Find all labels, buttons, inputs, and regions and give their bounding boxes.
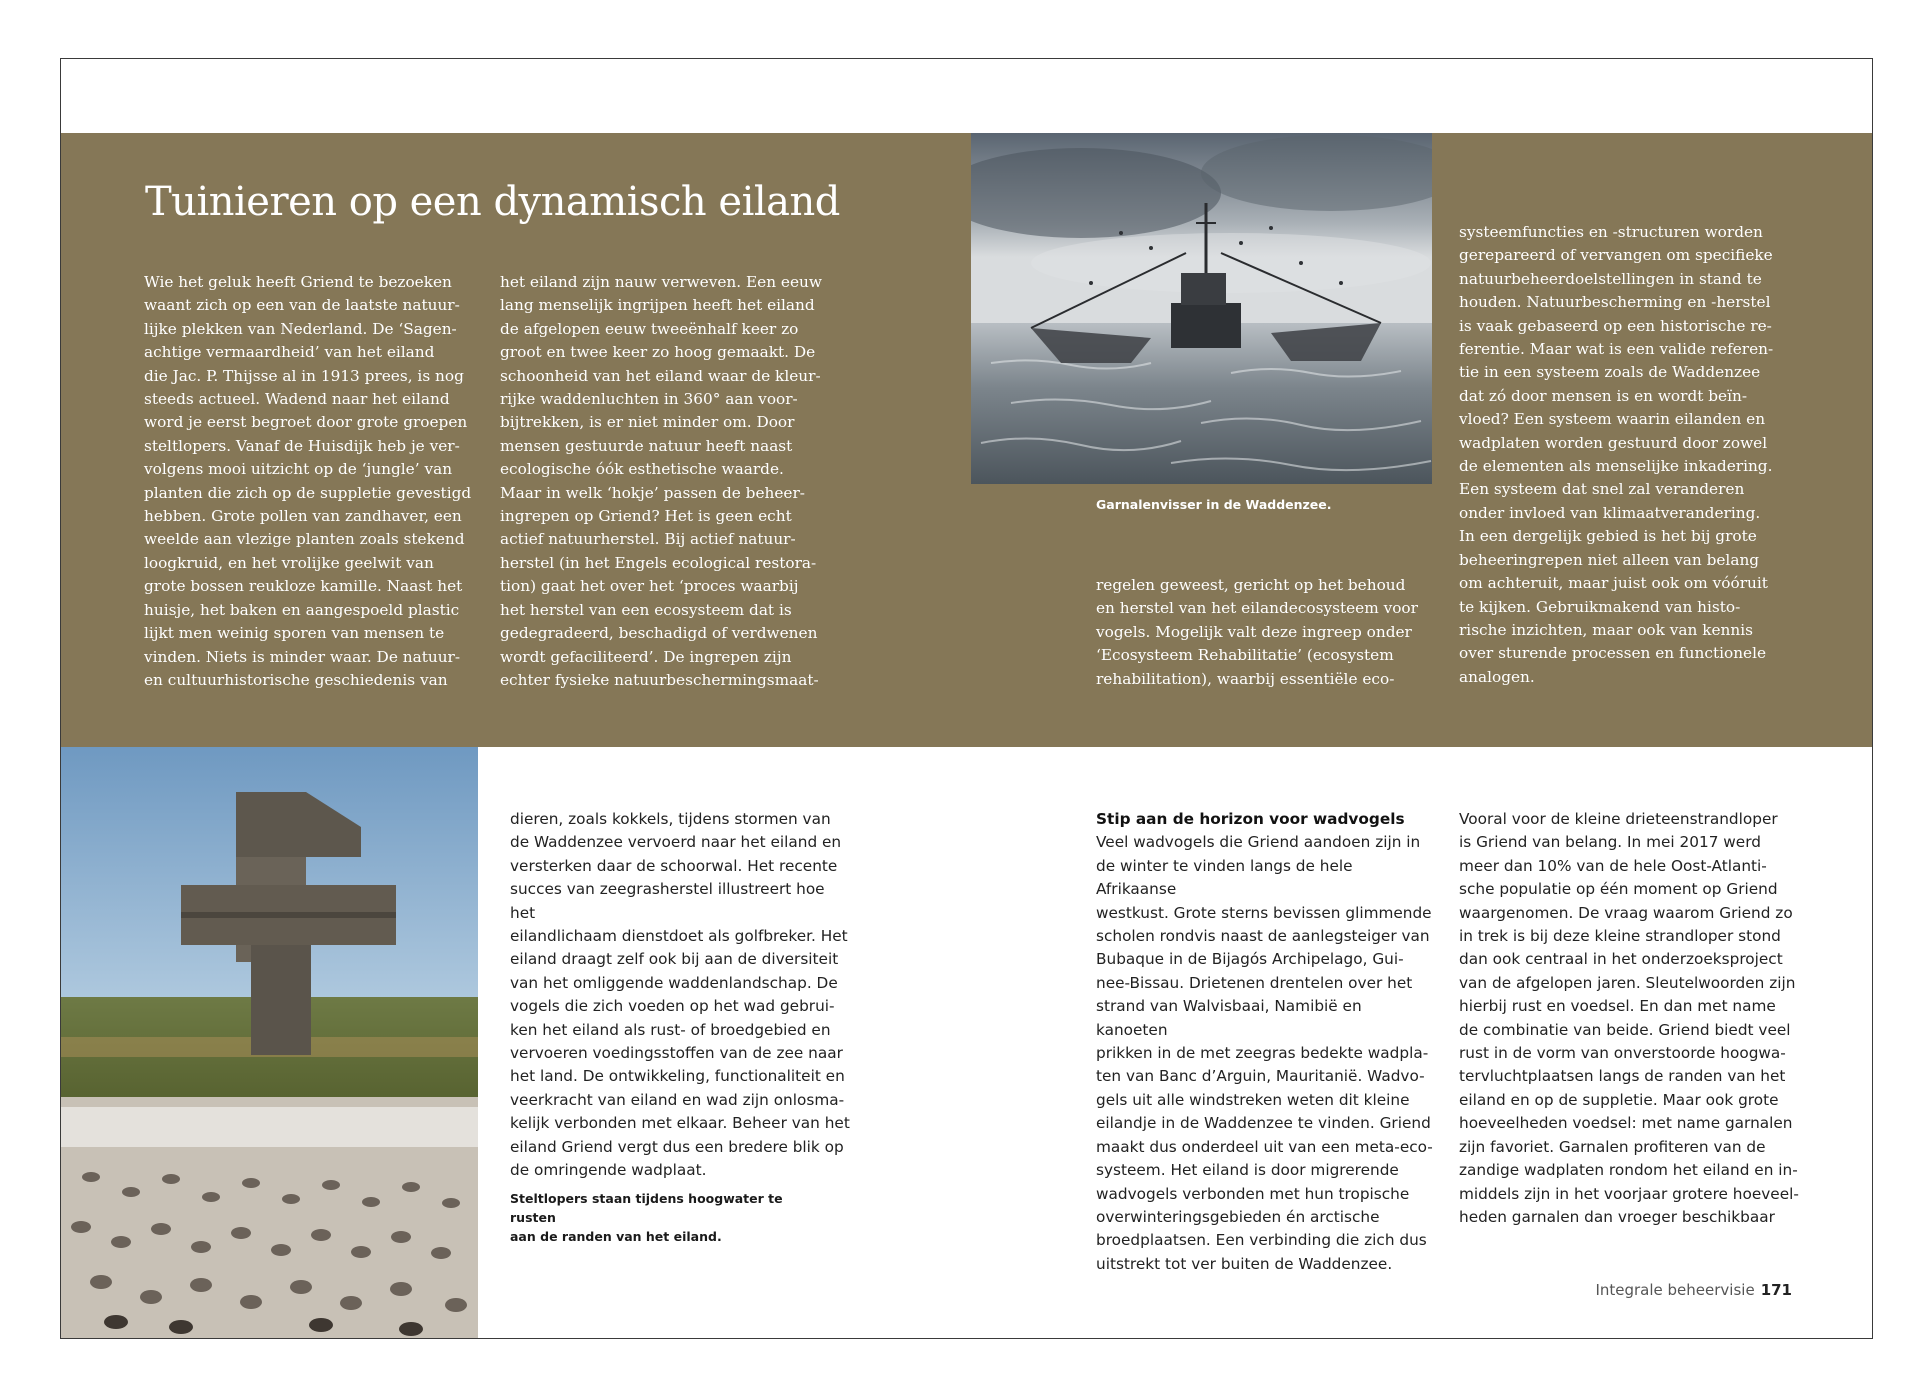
text-line: eiland en op de suppletie. Maar ook grote	[1459, 1090, 1779, 1109]
text-line: maakt dus onderdeel uit van een meta-eco-	[1096, 1137, 1433, 1156]
text-line: die Jac. P. Thijsse al in 1913 prees, is nog	[144, 366, 464, 385]
text-line: planten die zich op de suppletie gevestigd	[144, 483, 472, 502]
text-line: eiland draagt zelf ook bij aan de diversiteit	[510, 950, 839, 969]
text-line: prikken in de met zeegras bedekte wadpla-	[1096, 1044, 1429, 1063]
text-line: ecologische óók esthetische waarde.	[500, 460, 784, 479]
text-line: en cultuurhistorische geschiedenis van	[144, 670, 448, 689]
text-line: gels uit alle windstreken weten dit kleine	[1096, 1090, 1410, 1109]
text-line: vervoeren voedingsstoffen van de zee naar	[510, 1044, 843, 1063]
boat-photo-caption: Garnalenvisser in de Waddenzee.	[1096, 497, 1332, 512]
section-subheading: Stip aan de horizon voor wadvogels	[1096, 810, 1405, 828]
text-line: succes van zeegrasherstel illustreert hoe het	[510, 880, 825, 922]
text-line: Maar in welk ‘hokje’ passen de beheer-	[500, 483, 805, 502]
text-line: echter fysieke natuurbeschermingsmaat-	[500, 670, 819, 689]
text-line: versterken daar de schoorwal. Het recente	[510, 856, 838, 875]
text-line: vloed? Een systeem waarin eilanden en	[1459, 410, 1766, 429]
text-line: over sturende processen en functionele	[1459, 644, 1767, 663]
article-title: Tuinieren op een dynamisch eiland	[145, 179, 840, 225]
text-line: wadplaten worden gestuurd door zowel	[1459, 433, 1768, 452]
text-line: Een systeem dat snel zal veranderen	[1459, 480, 1745, 499]
text-line: middels zijn in het voorjaar grotere hoeveel-	[1459, 1184, 1799, 1203]
page-number: 171	[1760, 1281, 1792, 1299]
text-line: eilandlichaam dienstdoet als golfbreker. Het	[510, 927, 848, 946]
magazine-page	[60, 58, 1873, 1339]
text-line: is Griend van belang. In mei 2017 werd	[1459, 833, 1761, 852]
text-line: de omringende wadplaat.	[510, 1161, 707, 1180]
text-line: hierbij rust en voedsel. En dan met name	[1459, 997, 1776, 1016]
text-line: word je eerst begroet door grote groepen	[144, 413, 468, 432]
text-line: de afgelopen eeuw tweeënhalf keer zo	[500, 319, 799, 338]
text-line: nee-Bissau. Drietenen drentelen over het	[1096, 973, 1413, 992]
page-footer	[1595, 1281, 1792, 1299]
article-column-2	[500, 271, 840, 692]
text-line: weelde aan vlezige planten zoals stekend	[144, 530, 465, 549]
article-column-3	[1096, 574, 1436, 691]
text-line: Veel wadvogels die Griend aandoen zijn in	[1096, 833, 1421, 852]
article-column-4	[1459, 221, 1799, 689]
text-line: beheeringrepen niet alleen van belang	[1459, 550, 1760, 569]
caption-line: Steltlopers staan tijdens hoogwater te rusten	[510, 1191, 783, 1225]
text-line: vogels die zich voeden op het wad gebrui-	[510, 997, 835, 1016]
text-line: dieren, zoals kokkels, tijdens stormen van	[510, 810, 831, 828]
text-line: het herstel van een ecosysteem dat is	[500, 600, 792, 619]
text-line: de combinatie van beide. Griend biedt veel	[1459, 1020, 1791, 1039]
text-line: Wie het geluk heeft Griend te bezoeken	[144, 273, 452, 291]
bird-hide-photo	[61, 747, 478, 1339]
shrimp-boat-photo	[971, 133, 1432, 484]
text-line: bijtrekken, is er niet minder om. Door	[500, 413, 795, 432]
text-line: kelijk verbonden met elkaar. Beheer van het	[510, 1114, 850, 1133]
text-line: de Waddenzee vervoerd naar het eiland en	[510, 833, 842, 852]
text-line: wordt gefaciliteerd’. De ingrepen zijn	[500, 647, 792, 666]
lower-column-c	[1459, 808, 1809, 1229]
text-line: uitstrekt tot ver buiten de Waddenzee.	[1096, 1254, 1393, 1273]
text-line: de elementen als menselijke inkadering.	[1459, 457, 1773, 476]
text-line: achtige vermaardheid’ van het eiland	[144, 343, 435, 362]
text-line: Bubaque in de Bijagós Archipelago, Gui-	[1096, 950, 1404, 969]
text-line: houden. Natuurbescherming en -herstel	[1459, 293, 1771, 312]
text-line: loogkruid, en het vrolijke geelwit van	[144, 553, 434, 572]
text-line: het eiland zijn nauw verweven. Een eeuw	[500, 273, 822, 291]
text-line: van het omliggende waddenlandschap. De	[510, 973, 838, 992]
text-line: mensen gestuurde natuur heeft naast	[500, 436, 793, 455]
text-line: is vaak gebaseerd op een historische re-	[1459, 316, 1772, 335]
text-line: lijke plekken van Nederland. De ‘Sagen-	[144, 319, 457, 338]
text-line: huisje, het baken en aangespoeld plastic	[144, 600, 460, 619]
text-line: in trek is bij deze kleine strandloper stond	[1459, 927, 1781, 946]
text-line: eilandje in de Waddenzee te vinden. Griend	[1096, 1114, 1431, 1133]
running-footer-label: Integrale beheervisie	[1595, 1281, 1755, 1299]
text-line: In een dergelijk gebied is het bij grote	[1459, 527, 1757, 546]
text-line: ten van Banc d’Arguin, Mauritanië. Wadvo-	[1096, 1067, 1425, 1086]
text-line: westkust. Grote sterns bevissen glimmende	[1096, 903, 1432, 922]
text-line: te kijken. Gebruikmakend van histo-	[1459, 597, 1741, 616]
text-line: tion) gaat het over het ‘proces waarbij	[500, 577, 799, 596]
text-line: zijn favoriet. Garnalen profiteren van de	[1459, 1137, 1766, 1156]
text-line: sche populatie op één moment op Griend	[1459, 880, 1778, 899]
text-line: natuurbeheerdoelstellingen in stand te	[1459, 269, 1762, 288]
text-line: eiland Griend vergt dus een bredere blik op	[510, 1137, 844, 1156]
text-line: lang menselijk ingrijpen heeft het eiland	[500, 296, 815, 315]
text-line: actief natuurherstel. Bij actief natuur-	[500, 530, 796, 549]
lower-column-b	[1096, 808, 1436, 1276]
text-line: steeds actueel. Wadend naar het eiland	[144, 390, 450, 409]
text-line: tervluchtplaatsen langs de randen van het	[1459, 1067, 1786, 1086]
text-line: strand van Walvisbaai, Namibië en kanoeten	[1096, 997, 1362, 1039]
text-line: schoonheid van het eiland waar de kleur-	[500, 366, 821, 385]
text-line: rijke waddenluchten in 360° aan voor-	[500, 390, 798, 409]
bird-photo-caption	[510, 1189, 830, 1246]
text-line: rische inzichten, maar ook van kennis	[1459, 620, 1753, 639]
text-line: gerepareerd of vervangen om specifieke	[1459, 246, 1773, 265]
article-column-1	[144, 271, 474, 692]
text-line: Vooral voor de kleine drieteenstrandloper	[1459, 810, 1778, 828]
text-line: broedplaatsen. Een verbinding die zich dus	[1096, 1231, 1427, 1250]
text-line: rust in de vorm van onverstoorde hoogwa-	[1459, 1044, 1786, 1063]
text-line: hoeveelheden voedsel: met name garnalen	[1459, 1114, 1793, 1133]
text-line: veerkracht van eiland en wad zijn onlosma-	[510, 1090, 845, 1109]
text-line: ferentie. Maar wat is een valide referen-	[1459, 340, 1774, 359]
text-line: waant zich op een van de laatste natuur-	[144, 296, 460, 315]
text-line: zandige wadplaten rondom het eiland en in-	[1459, 1161, 1798, 1180]
text-line: hebben. Grote pollen van zandhaver, een	[144, 507, 462, 526]
text-line: regelen geweest, gericht op het behoud	[1096, 576, 1406, 594]
text-line: de winter te vinden langs de hele Afrikaanse	[1096, 856, 1353, 899]
text-line: herstel (in het Engels ecological restora-	[500, 553, 817, 572]
text-line: analogen.	[1459, 667, 1535, 686]
text-line: wadvogels verbonden met hun tropische	[1096, 1184, 1410, 1203]
text-line: systeem. Het eiland is door migrerende	[1096, 1161, 1399, 1180]
text-line: gedegradeerd, beschadigd of verdwenen	[500, 624, 818, 643]
text-line: het land. De ontwikkeling, functionaliteit en	[510, 1067, 845, 1086]
text-line: steltlopers. Vanaf de Huisdijk heb je ver-	[144, 436, 460, 455]
text-line: overwinteringsgebieden én arctische	[1096, 1207, 1380, 1226]
text-line: rehabilitation), waarbij essentiële eco-	[1096, 669, 1395, 688]
text-line: vogels. Mogelijk valt deze ingreep onder	[1096, 622, 1412, 641]
text-line: en herstel van het eilandecosysteem voor	[1096, 599, 1418, 618]
text-line: tie in een systeem zoals de Waddenzee	[1459, 363, 1761, 382]
text-line: meer dan 10% van de hele Oost-Atlanti-	[1459, 856, 1767, 875]
text-line: scholen rondvis naast de aanlegsteiger van	[1096, 927, 1430, 946]
text-line: grote bossen reukloze kamille. Naast het	[144, 577, 463, 596]
text-line: dan ook centraal in het onderzoeksproject	[1459, 950, 1783, 969]
text-line: groot en twee keer zo hoog gemaakt. De	[500, 343, 816, 362]
text-line: systeemfuncties en -structuren worden	[1459, 223, 1763, 241]
text-line: ‘Ecosysteem Rehabilitatie’ (ecosystem	[1096, 646, 1394, 665]
text-line: volgens mooi uitzicht op de ‘jungle’ van	[144, 460, 453, 479]
text-line: heden garnalen dan vroeger beschikbaar	[1459, 1207, 1775, 1226]
text-line: dat zó door mensen is en wordt beïn-	[1459, 386, 1748, 405]
text-line: om achteruit, maar juist ook om vóóruit	[1459, 574, 1768, 593]
text-line: lijkt men weinig sporen van mensen te	[144, 624, 445, 643]
text-line: van de afgelopen jaren. Sleutelwoorden zijn	[1459, 973, 1796, 992]
text-line: onder invloed van klimaatverandering.	[1459, 503, 1761, 522]
text-line: ken het eiland als rust- of broedgebied en	[510, 1020, 831, 1039]
text-line: waargenomen. De vraag waarom Griend zo	[1459, 903, 1793, 922]
lower-column-a	[510, 808, 850, 1183]
text-line: vinden. Niets is minder waar. De natuur-	[144, 647, 461, 666]
caption-line: aan de randen van het eiland.	[510, 1229, 722, 1244]
text-line: ingrepen op Griend? Het is geen echt	[500, 507, 792, 526]
